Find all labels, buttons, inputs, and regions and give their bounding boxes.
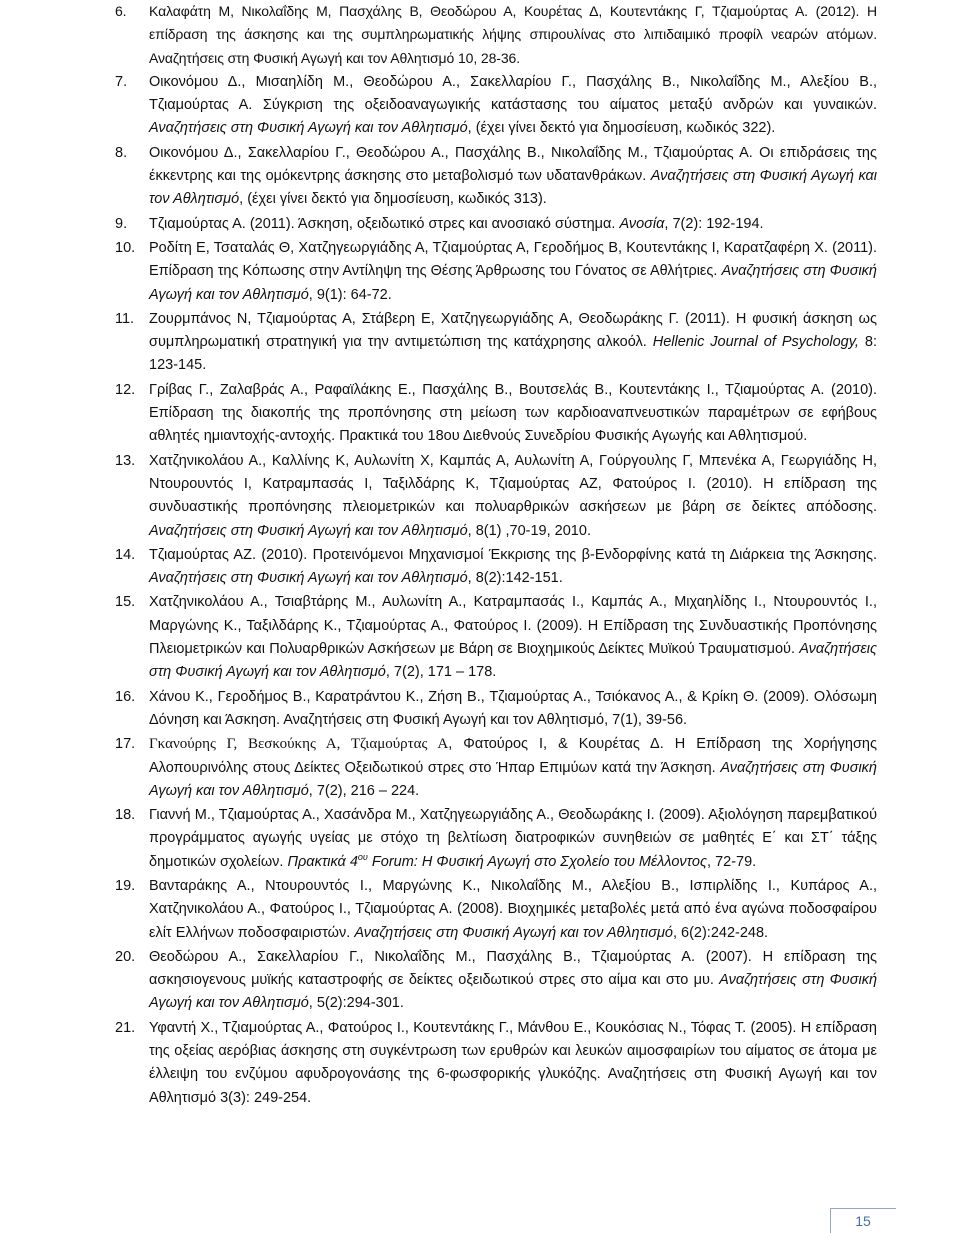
reference-text: , (έχει γίνει δεκτό για δημοσίευση, κωδικός 313). [239, 191, 547, 208]
reference-item [115, 591, 877, 684]
reference-number: 11. [115, 310, 135, 327]
reference-text: , 9(1): 64-72. [308, 286, 392, 303]
reference-text: Οικονόμου Δ., Σακελλαρίου Γ., Θεοδώρου Α., Πασχάλης Β., Νικολαΐδης Μ., Τζιαμούρτας Α. Οι επιδράσεις της έκκεντρης και της ομόκεντρης άσκησης στο μεταβολισμό των υδατανθράκων. [149, 144, 877, 185]
reference-number: 13. [115, 452, 136, 469]
reference-number: 7. [115, 73, 128, 90]
reference-item [115, 308, 877, 378]
reference-text: , 7(2), 171 – 178. [385, 664, 497, 681]
reference-text: Χατζηνικολάου Α., Τσιαβτάρης Μ., Αυλωνίτη Α., Κατραμπασάς Ι., Καμπάς Α., Μιχαηλίδης Ι., Ντουρουντός Ι., Μαργώνης Κ., Ταξιλδάρης Κ., Τζιαμούρτας Α., Φατούρος Ι. (2009). Η Επίδραση της Συνδυαστικής Προπόνησης Πλειομετρικών και Πολυαρθρικών Ασκήσεων με Βάρη σε Βιοχημικούς Δείκτες Μυϊκού Τραυματισμού. [149, 594, 877, 658]
reference-journal-text: Πρακτικά 4 [287, 853, 358, 870]
reference-number: 14. [115, 546, 136, 563]
reference-item [115, 1017, 877, 1110]
reference-text: Γκανούρης Γ, Βεσκούκης Α, Τζιαμούρτας Α [149, 736, 449, 753]
reference-text: Υφαντή Χ., Τζιαμούρτας Α., Φατούρος Ι., Κουτεντάκης Γ., Μάνθου Ε., Κουκόσιας Ν., Τόφας Τ. (2005). Η επίδραση της οξείας αερόβιας άσκησης στη συγκέντρωση των ερυθρών και λευκών αιμοσφαιρίων του αίματος σε άτομα με έλλειψη του ενζύμου αφυδρογονάσης της 6-φωσφορικής γλυκόζης. Αναζητήσεις στη Φυσική Αγωγή και τον Αθλητισμό 3(3): 249-254. [149, 1019, 877, 1106]
reference-item [115, 142, 877, 212]
reference-text: , Φατούρος Ι, & Κουρέτας Δ. Η Επίδραση της Χορήγησης Αλοπουρινόλης στους Δείκτες Οξειδωτικού στρες στο Ήπαρ Επιμύων κατά την Άσκηση. [149, 736, 877, 776]
page-number: 15 [855, 1213, 871, 1229]
reference-number: 9. [115, 215, 128, 232]
reference-journal-text: Forum: Η Φυσική Αγωγή στο Σχολείο του Μέλλοντος [367, 853, 708, 870]
reference-text: Χατζηνικολάου Α., Καλλίνης Κ, Αυλωνίτη Χ, Καμπάς Α, Αυλωνίτη Α, Γούργουλης Γ, Μπενέκα Α, Γεωργιάδης Η, Ντουρουντός Ι, Κατραμπασάς Ι, Ταξιλδάρης Κ, Τζιαμούρτας ΑΖ, Φατούρος Ι. (2010). Η επίδραση της συνδυαστικής προπόνησης πλειομετρικών και πολυαρθρικών ασκήσεων με βάρη σε δείκτες απόδοσης. [149, 452, 877, 516]
reference-journal-text: Αναζητήσεις στη Φυσική Αγωγή και τον Αθλητισμό [149, 263, 877, 303]
reference-text: Γιαννή Μ., Τζιαμούρτας Α., Χασάνδρα Μ., Χατζηγεωργιάδης Α., Θεοδωράκης Ι. (2009). Αξιολόγηση παρεμβατικού προγράμματος αγωγής υγείας με στόχο τη βελτίωση διατροφικών συνηθειών σε μαθητές Ε΄ και ΣΤ΄ τάξης δημοτικών σχολείων. [149, 807, 877, 870]
reference-number: 17. [115, 736, 136, 753]
reference-list [115, 0, 877, 1111]
reference-text: 8: 123-145. [149, 334, 877, 374]
reference-item [115, 237, 877, 307]
reference-journal-text: Αναζητήσεις στη Φυσική Αγωγή και τον Αθλητισμό [354, 924, 673, 941]
reference-journal-text: Ανοσία [619, 215, 665, 232]
reference-text: , 5(2):294-301. [308, 995, 404, 1012]
reference-number: 6. [115, 3, 127, 19]
reference-text: , 7(2): 192-194. [664, 215, 764, 232]
reference-text: , 8(1) ,70-19, 2010. [467, 522, 591, 539]
reference-text: Χάνου Κ., Γεροδήμος Β., Καρατράντου Κ., Ζήση Β., Τζιαμούρτας Α., Τσιόκανος Α., & Κρίκη Θ. (2009). Ολόσωμη Δόνηση και Άσκηση. Αναζητήσεις στη Φυσική Αγωγή και τον Αθλητισμό, 7(1), 39-56. [149, 688, 877, 728]
reference-item [115, 71, 877, 141]
reference-journal-text: Αναζητήσεις στη Φυσική Αγωγή και τον Αθλητισμό [149, 570, 468, 587]
reference-item [115, 946, 877, 1016]
reference-text: Βανταράκης Α., Ντουρουντός Ι., Μαργώνης Κ., Νικολαΐδης Μ., Αλεξίου Β., Ισπιρλίδης Ι., Κυπάρος Α., Χατζηνικολάου Α., Φατούρος Ι., Τζιαμούρτας Α. (2008). Βιοχημικές μεταβολές μετά από ένα αγώνα ποδοσφαίρου ελίτ Ελλήνων ποδοσφαιριστών. [149, 877, 877, 941]
reference-item [115, 379, 877, 449]
reference-number: 21. [115, 1019, 136, 1036]
reference-item [115, 544, 877, 591]
reference-item [115, 875, 877, 945]
reference-text: , 6(2):242-248. [672, 924, 769, 941]
reference-text: , (έχει γίνει δεκτό για δημοσίευση, κωδικός 322). [467, 120, 776, 137]
reference-number: 15. [115, 594, 136, 611]
reference-number: 16. [115, 688, 136, 705]
reference-journal-text: ου [357, 851, 368, 862]
reference-text: Θεοδώρου Α., Σακελλαρίου Γ., Νικολαΐδης Μ., Πασχάλης Β., Τζιαμούρτας Α. (2007). Η επίδραση της ασκησιογενους μυϊκής καταστροφής σε δείκτες οξειδωτικού στρες στο αίμα και στο μυ. [149, 948, 877, 989]
reference-item [115, 686, 877, 733]
reference-text: , 8(2):142-151. [467, 570, 563, 587]
reference-text: Οικονόμου Δ., Μισαηλίδη Μ., Θεοδώρου Α., Σακελλαρίου Γ., Πασχάλης Β., Νικολαΐδης Μ., Αλεξίου Β., Τζιαμούρτας Α. Σύγκριση της οξειδοαναγωγικής κατάστασης του αίματος μεταξύ ανδρών και γυναικών. [149, 73, 877, 114]
reference-text: Καλαφάτη Μ, Νικολαΐδης Μ, Πασχάλης Β, Θεοδώρου Α, Κουρέτας Δ, Κουτεντάκης Γ, Τζιαμούρτας Α. (2012). Η επίδραση της άσκησης και της συμπληρωματικής λήψης σπιρουλίνας στο λιπιδαιμικό προφίλ νεαρών ατόμων. Αναζητήσεις στη Φυσική Αγωγή και τον Αθλητισμό 10, 28-36. [149, 3, 877, 66]
reference-text: Τζιαμούρτας ΑΖ. (2010). Προτεινόμενοι Μηχανισμοί Έκκρισης της β-Ενδορφίνης κατά τη Διάρκεια της Άσκησης. [149, 546, 877, 563]
reference-number: 10. [115, 239, 136, 256]
reference-text: , 72-79. [707, 853, 757, 870]
reference-text: Τζιαμούρτας Α. (2011). Άσκηση, οξειδωτικό στρες και ανοσιακό σύστημα. [149, 215, 620, 232]
reference-journal-text: Αναζητήσεις στη Φυσική Αγωγή και τον Αθλητισμό [149, 120, 468, 137]
reference-text: , 7(2), 216 – 224. [308, 782, 420, 799]
reference-text: Ροδίτη Ε, Τσαταλάς Θ, Χατζηγεωργιάδης Α, Τζιαμούρτας Α, Γεροδήμος Β, Κουτεντάκης Ι, Καρατζαφέρη Χ. (2011). Επίδραση της Κόπωσης στην Αντίληψη της Θέσης Άρθρωσης του Γόνατος σε Αθλήτριες. [149, 239, 877, 280]
reference-text: Γρίβας Γ., Ζαλαβράς Α., Ραφαϊλάκης Ε., Πασχάλης Β., Βουτσελάς Β., Κουτεντάκης Ι., Τζιαμούρτας Α. (2010). Επίδραση της διακοπής της προπόνησης στη μείωση των καρδιοαναπνευστικών παραμέτρων σε εφήβους αθλητές ημιαντοχής-αντοχής. Πρακτικά του 18ου Διεθνούς Συνεδρίου Φυσικής Αγωγής και Αθλητισμού. [149, 381, 877, 445]
reference-journal-text: Αναζητήσεις στη Φυσική Αγωγή και τον Αθλητισμό [149, 522, 468, 539]
reference-journal-text: Αναζητήσεις στη Φυσική Αγωγή και τον Αθλητισμό [149, 972, 877, 1012]
reference-text: Ζουρμπάνος Ν, Τζιαμούρτας Α, Στάβερη Ε, Χατζηγεωργιάδης Α, Θεοδωράκης Γ. (2011). Η φυσική άσκηση ως συμπληρωματική στρατηγική για την αντιμετώπιση της κατάχρησης αλκοόλ. [149, 310, 877, 351]
reference-journal-text: Αναζητήσεις στη Φυσική Αγωγή και τον Αθλητισμό [149, 168, 878, 208]
reference-item [115, 804, 877, 874]
reference-number: 8. [115, 144, 128, 161]
reference-number: 19. [115, 877, 136, 894]
reference-number: 18. [115, 807, 136, 824]
reference-journal-text: Αναζητήσεις στη Φυσική Αγωγή και τον Αθλητισμό [149, 641, 877, 681]
reference-journal-text: Hellenic Journal of Psychology, [652, 334, 859, 351]
reference-item [115, 213, 877, 236]
reference-number: 20. [115, 948, 136, 965]
reference-item [115, 450, 877, 543]
reference-journal-text: Αναζητήσεις στη Φυσική Αγωγή και τον Αθλητισμό [149, 759, 877, 799]
reference-number: 12. [115, 381, 136, 398]
reference-item [115, 0, 877, 70]
reference-item [115, 733, 877, 803]
